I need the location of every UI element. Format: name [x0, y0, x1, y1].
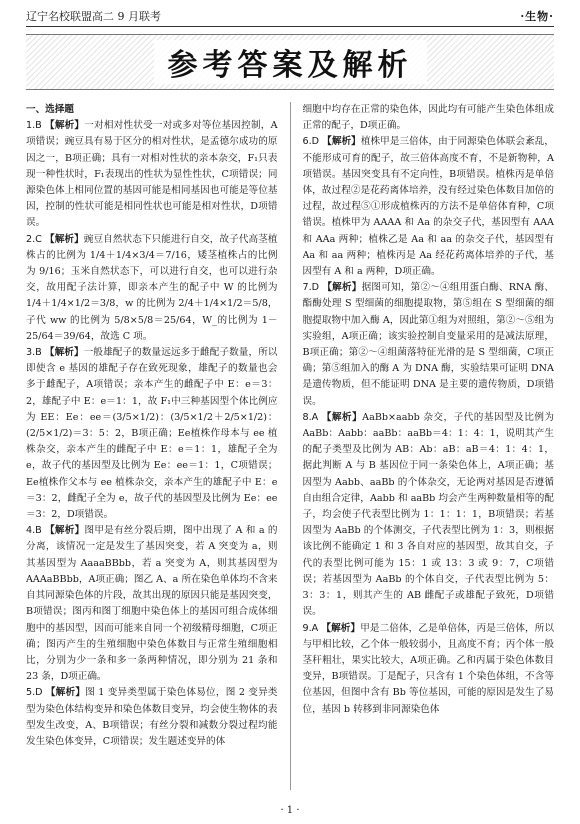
answer-letter: A — [311, 622, 319, 634]
analysis-tag: 【解析】 — [321, 411, 363, 423]
question-number: 8. — [302, 411, 312, 423]
answer-item — [303, 102, 555, 134]
analysis-tag: 【解析】 — [322, 136, 361, 148]
answer-letter: B — [35, 347, 42, 359]
page-header — [26, 6, 554, 27]
answer-item — [26, 345, 278, 523]
answer-item — [26, 118, 278, 231]
left-column — [26, 102, 278, 790]
page-title: 参考答案及解析 — [154, 40, 427, 84]
answer-item — [303, 134, 555, 280]
analysis-text: AaBb×aabb 杂交，子代的基因型及比例为 AaBb：Aabb：aaBb：aaBb＝4：1：4：1，说明其产生的配子类型及比例为 AB：Ab：aB：aB＝4：1：4：1，据此判断 A 与 B 基因位于同一条染色体上，A项正确；基因型为 Aabb、aaBb 的个体杂交，无论两对基因是否遵循自由组合定律，Aabb 和 aaBb 均会产生两种数量相等的配子，均会使子代表型比例为 1：1：1：1，B项错误；若基因型为 AaBb 的个体测交，子代表型比例为 1：3，则根据该比例不能确定 1 和 3 各自对应的基因型，故其自交，子代的表型比例可能为 15：1 或 13：3 或 9：7，C项错误；若基因型为 AaBb 的个体自交，子代表型比例为 5：3：3：1，则其产生的 AB 雌配子或雄配子致死，D项错误。 — [302, 411, 554, 618]
analysis-text: 图甲是有丝分裂后期，图中出现了 A 和 a 的分离，该情况一定是发生了基因突变，若 A 突变为 a，则其基因型为 AaaaBBbb，若 a 突变为 A，则其基因型为 AAAaBBbb，A项正确；图乙 A、a 所在染色单体均不含来自其同源染色体的片段，故其出现的原因只能是基因突变，B项错误；图丙和图丁细胞中染色体上的基因可组合成体细胞中的基因型，因而可能来自同一个初级精母细胞，C项正确；图丙产生的生殖细胞中染色体数目与正常生殖细胞相比，分别为少一条和多一条两种情况，即分别为 21 条和 23 条，D项正确。 — [26, 525, 278, 683]
question-number: 5. — [26, 687, 36, 699]
analysis-text: 植株甲是三倍体，由于同源染色体联会紊乱，不能形成可育的配子，故三倍体高度不育，不是新物种，A项错误。基因突变具有不定向性，B项错误。植株丙是单倍体，故过程②是花药离体培养，没有经过染色体数目加倍的过程，故过程⑤①形成植株丙的方法不是单倍体育种，C项错误。植株甲为 AAAA 和 Aa 的杂交子代，基因型有 AAA 和 AAa 两种；植株乙是 Aa 和 aa 的杂交子代，基因型有 Aa 和 aa 两种；植株丙是 Aa 经花药离体培养的子代，基因型有 A 和 a 两种，D项正确。 — [302, 136, 554, 278]
question-number: 6. — [302, 136, 312, 148]
page-number: · 1 · — [280, 805, 300, 816]
section-title: 一、选择题 — [26, 104, 74, 115]
answer-letter: D — [35, 687, 43, 699]
answer-item — [303, 410, 555, 621]
right-column — [303, 102, 555, 790]
subject-label: ·生物· — [520, 10, 554, 23]
answer-letter: D — [311, 136, 320, 148]
analysis-text: 豌豆自然状态下只能进行自交，故子代高茎植株占的比例为 1/4＋1/4×3/4＝7/16，矮茎植株占的比例为 9/16；玉米自然状态下，可以进行自交，也可以进行杂交，故用配子法计算，即亲本产生的配子中 W 的比例为 1/4＋1/4×1/2＝3/8，w 的比例为 2/4＋1/4×1/2＝5/8，子代 ww 的比例为 5/8×5/8＝25/64，W_的比例为 1－25/64＝39/64，故选 C 项。 — [26, 233, 278, 342]
answer-letter: D — [311, 282, 320, 294]
question-number: 9. — [302, 622, 312, 634]
question-number: 4. — [26, 525, 36, 537]
answer-item — [26, 232, 278, 345]
analysis-tag: 【解析】 — [44, 347, 84, 359]
title-banner — [26, 34, 554, 90]
analysis-tag: 【解析】 — [322, 282, 362, 294]
column-divider — [290, 102, 291, 790]
question-number: 7. — [302, 282, 312, 294]
analysis-tag: 【解析】 — [45, 233, 84, 245]
answer-item — [303, 621, 555, 718]
analysis-tag: 【解析】 — [45, 525, 85, 537]
analysis-tag: 【解析】 — [45, 687, 86, 699]
content-columns — [26, 102, 554, 790]
answer-letter: A — [311, 411, 319, 423]
answer-letter: C — [35, 233, 42, 245]
question-number: 1. — [26, 120, 36, 132]
exam-title: 辽宁名校联盟高二 9 月联考 — [26, 10, 161, 23]
answer-item — [303, 280, 555, 410]
analysis-text: 据图可知，第②～④组用蛋白酶、RNA 酶、酯酶处理 S 型细菌的细胞提取物，第⑤组在 S 型细菌的细胞提取物中加入酶 A，因此第①组为对照组，第②～⑤组为实验组，A项正确；该实验控制自变量采用的是减法原理，B项正确；第②～④组菌落特征光滑的是 S 型细菌，C项正确；第⑤组加入的酶 A 为 DNA 酶，实验结果可证明 DNA 是遗传物质，但不能证明 DNA 是主要的遗传物质，D项错误。 — [302, 282, 554, 407]
analysis-tag: 【解析】 — [45, 120, 85, 132]
analysis-text: 细胞中均存在正常的染色体，因此均有可能产生染色体组成正常的配子，D项正确。 — [302, 104, 554, 132]
question-number: 3. — [26, 347, 36, 359]
analysis-tag: 【解析】 — [321, 622, 361, 634]
question-number: 2. — [26, 233, 36, 245]
analysis-text: 一般雄配子的数量远远多于雌配子数量，所以即使含 e 基因的雄配子存在致死现象，雄配子的数量也会多于雌配子，A项错误；亲本产生的雌配子中 E：e＝3：2，雄配子中 E：e＝1：1，故 F₁中三种基因型个体比例应为 EE：Ee：ee＝(3/5×1/2)：(3/5×1/2＋2/5×1/2)：(2/5×1/2)＝3：5：2，B项正确；Ee植株作母本与 ee 植株杂交，亲本产生的雌配子中 E：e＝1：1，雄配子全为 e，故子代的基因型及比例为 Ee：ee＝1：1，C项错误；Ee植株作父本与 ee 植株杂交，亲本产生的雄配子中 E：e＝3：2，雌配子全为 e，故子代的基因型及比例为 Ee：ee＝3：2，D项错误。 — [26, 347, 278, 521]
analysis-text: 一对相对性状受一对或多对等位基因控制，A项错误；豌豆具有易于区分的相对性状，是孟德尔成功的原因之一，B项正确；具有一对相对性状的亲本杂交，F₁只表现一种性状时，F₁表现出的性状为显性性状，C项错误；同源染色体上相同位置的基因可能是相同基因也可能是等位基因，控制的性状可能是相同性状也可能是相对性状，D项错误。 — [26, 120, 278, 229]
answer-item — [26, 523, 278, 685]
analysis-text: 甲是二倍体，乙是单倍体，丙是三倍体，所以与甲相比较，乙个体一般较弱小，且高度不育；丙个体一般茎秆粗壮，果实比较大，A项正确。乙和丙属于染色体数目变异，B项错误。丁是配子，只含有 1 个染色体组，不含等位基因，但图中含有 Bb 等位基因，可能的原因是发生了易位，基因 b 转移到非同源染色体 — [302, 622, 554, 715]
answer-item — [26, 685, 278, 750]
analysis-text: 图 1 变异类型属于染色体易位，图 2 变异类型为染色体结构变异和染色体数目变异，均会使生物体的表型发生改变，A、B项错误；有丝分裂和减数分裂过程均能发生染色体变异，C项错误；发生题述变异的体 — [26, 687, 278, 747]
answer-letter: B — [35, 120, 42, 132]
answer-letter: B — [35, 525, 42, 537]
